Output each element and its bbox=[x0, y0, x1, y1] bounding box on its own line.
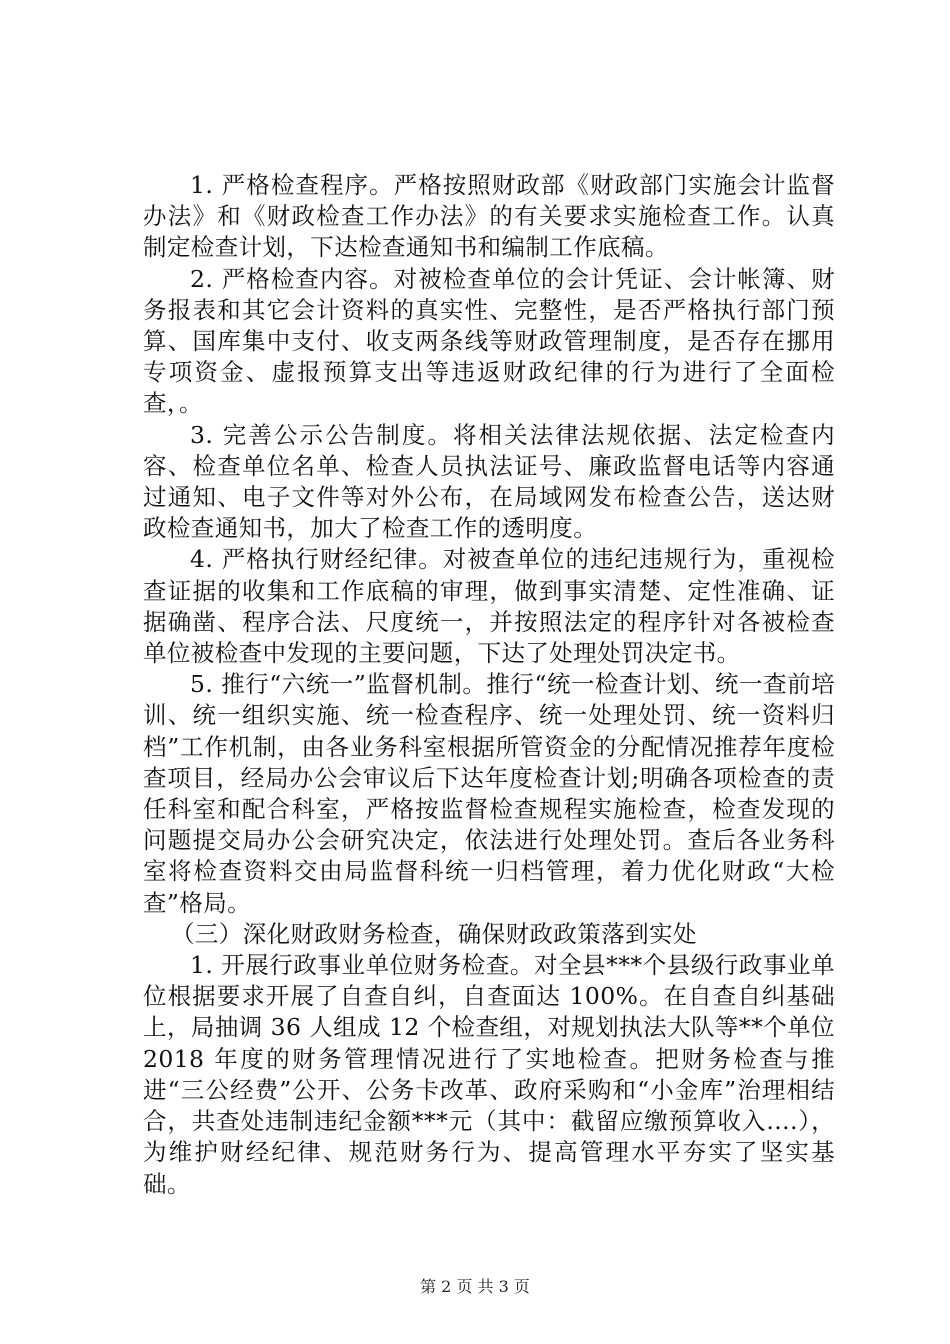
paragraph-3: 3. 完善公示公告制度。将相关法律法规依据、法定检查内容、检查单位名单、检查人员执法证号、廉政监督电话等内容通过通知、电子文件等对外公布，在局域网发布检查公告，送达财政检查通知书，加大了检查工作的透明度。 bbox=[143, 420, 835, 543]
paragraph-2: 2. 严格检查内容。对被检查单位的会计凭证、会计帐簿、财务报表和其它会计资料的真实性、完整性，是否严格执行部门预算、国库集中支付、收支两条线等财政管理制度，是否存在挪用专项资金、虚报预算支出等违返财政纪律的行为进行了全面检查，。 bbox=[143, 264, 835, 418]
page-footer: 第 2 页 共 3 页 bbox=[420, 1277, 530, 1296]
paragraph-6: 1. 开展行政事业单位财务检查。对全县***个县级行政事业单位根据要求开展了自查自纠，自查面达 100%。在自查自纠基础上，局抽调 36 人组成 12 个检查组，对规划执法大队等**个单位 2018 年度的财务管理情况进行了实地检查。把财务检查与推进“三公经费”公开、公务卡改革、政府采购和“小金库”治理相结合，共查处违制违纪金额***元（其中：截留应缴预算收入....），为维护财经纪律、规范财务行为、提高管理水平夯实了坚实基础。 bbox=[143, 951, 835, 1198]
paragraph-1: 1. 严格检查程序。严格按照财政部《财政部门实施会计监督办法》和《财政检查工作办法》的有关要求实施检查工作。认真制定检查计划，下达检查通知书和编制工作底稿。 bbox=[143, 171, 835, 262]
paragraph-5: 5. 推行“六统一”监督机制。推行“统一检查计划、统一查前培训、统一组织实施、统一检查程序、统一处理处罚、统一资料归档”工作机制，由各业务科室根据所管资金的分配情况推荐年度检查项目，经局办公会审议后下达年度检查计划;明确各项检查的责任科室和配合科室，严格按监督检查规程实施检查，检查发现的问题提交局办公会研究决定，依法进行处理处罚。查后各业务科室将检查资料交由局监督科统一归档管理，着力优化财政“大检查”格局。 bbox=[143, 670, 835, 917]
document-body bbox=[143, 170, 835, 1200]
section-heading: （三）深化财政财务检查，确保财政政策落到实处 bbox=[171, 919, 697, 948]
paragraph-4: 4. 严格执行财经纪律。对被查单位的违纪违规行为，重视检查证据的收集和工作底稿的审理，做到事实清楚、定性准确、证据确凿、程序合法、尺度统一，并按照法定的程序针对各被检查单位被检查中发现的主要问题，下达了处理处罚决定书。 bbox=[143, 545, 835, 668]
